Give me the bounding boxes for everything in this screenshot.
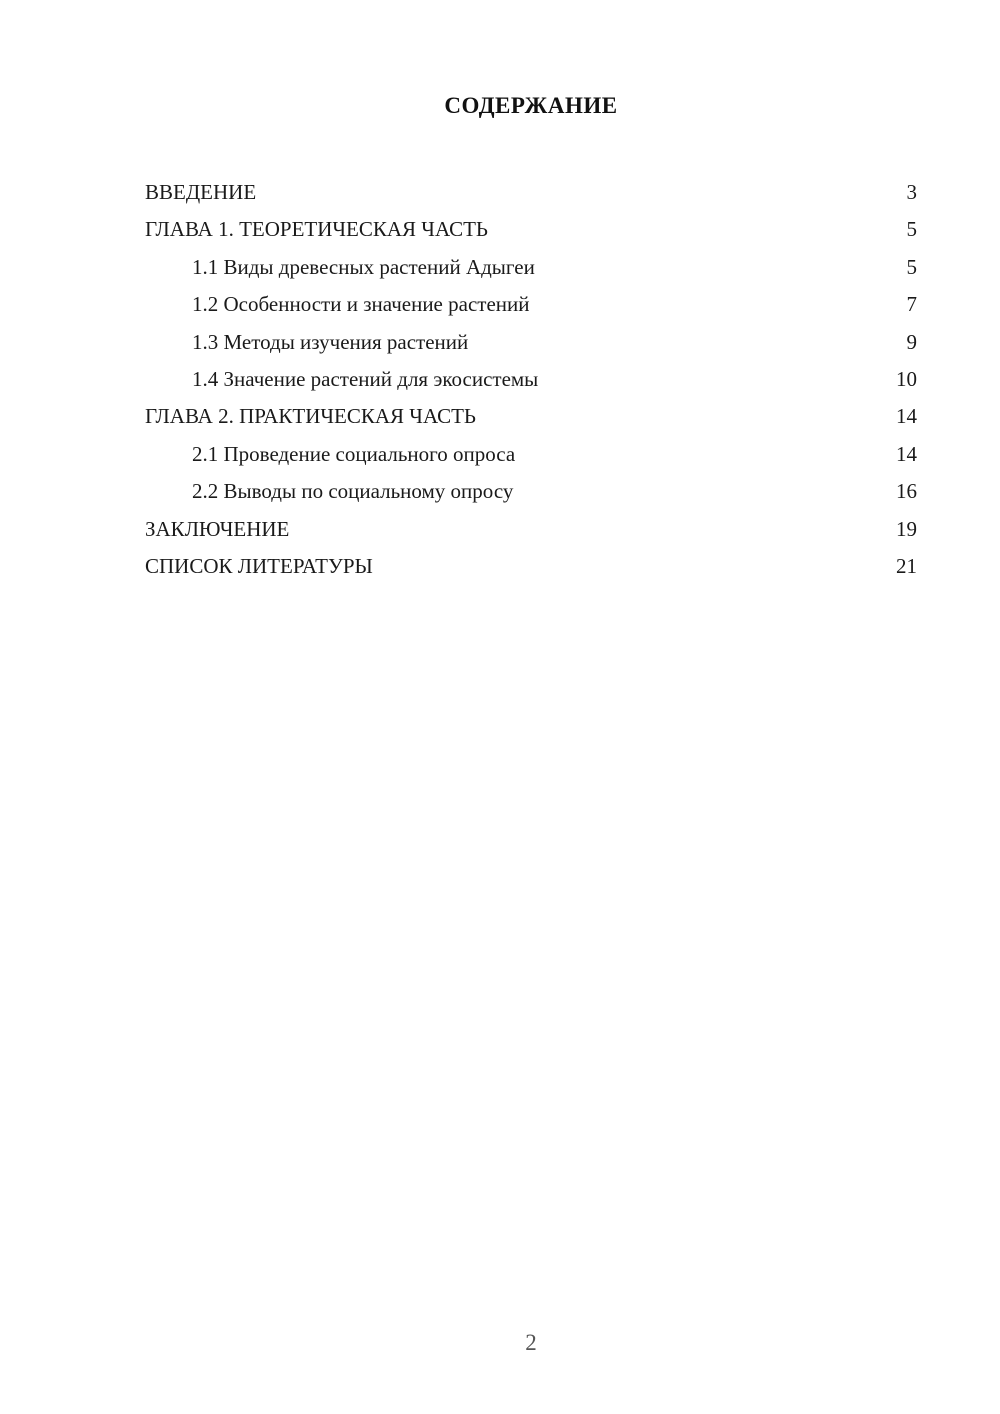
toc-entry-label: 1.2 Особенности и значение растений: [192, 292, 530, 317]
toc-entry-label: 1.1 Виды древесных растений Адыгеи: [192, 254, 535, 279]
toc-entry-label: ВВЕДЕНИЕ: [145, 180, 257, 204]
toc-entry-page-number: 10: [896, 366, 917, 391]
toc-entry: [145, 473, 917, 510]
toc-entry-label: 2.2 Выводы по социальному опросу: [192, 479, 514, 504]
toc-entry-page-number: 3: [906, 180, 917, 204]
footer-page-number: 2: [525, 1330, 537, 1355]
toc-entry: [145, 211, 917, 248]
toc-entry-label: СПИСОК ЛИТЕРАТУРЫ: [145, 553, 373, 578]
toc-entry-page-number: 5: [906, 254, 917, 279]
toc-entry: [145, 286, 917, 323]
toc-entry: [145, 174, 917, 211]
toc-entry-label: 1.4 Значение растений для экосистемы: [192, 366, 539, 391]
toc-entry-page-number: 21: [896, 553, 917, 578]
page-title: СОДЕРЖАНИЕ: [444, 93, 618, 118]
toc-entry-page-number: 16: [896, 479, 917, 504]
toc-entry-label: 1.3 Методы изучения растений: [192, 329, 469, 354]
toc-entry: [145, 398, 917, 435]
toc-entry: [145, 511, 917, 548]
toc-entry: [145, 361, 917, 398]
toc-entry-page-number: 5: [906, 217, 917, 242]
table-of-contents: [145, 174, 917, 585]
toc-entry-page-number: 9: [906, 329, 917, 354]
toc-entry-page-number: 7: [906, 292, 917, 317]
toc-entry-label: ЗАКЛЮЧЕНИЕ: [145, 516, 290, 541]
text-column: [0, 0, 1000, 585]
toc-entry-page-number: 14: [896, 404, 917, 429]
toc-entry-label: 2.1 Проведение социального опроса: [192, 441, 516, 466]
toc-entry-page-number: 19: [896, 516, 917, 541]
toc-entry: [145, 324, 917, 361]
toc-entry: [145, 249, 917, 286]
toc-entry-label: ГЛАВА 1. ТЕОРЕТИЧЕСКАЯ ЧАСТЬ: [145, 217, 488, 242]
toc-entry: [145, 548, 917, 585]
toc-entry-label: ГЛАВА 2. ПРАКТИЧЕСКАЯ ЧАСТЬ: [145, 404, 476, 429]
toc-entry-page-number: 14: [896, 441, 917, 466]
toc-entry: [145, 436, 917, 473]
